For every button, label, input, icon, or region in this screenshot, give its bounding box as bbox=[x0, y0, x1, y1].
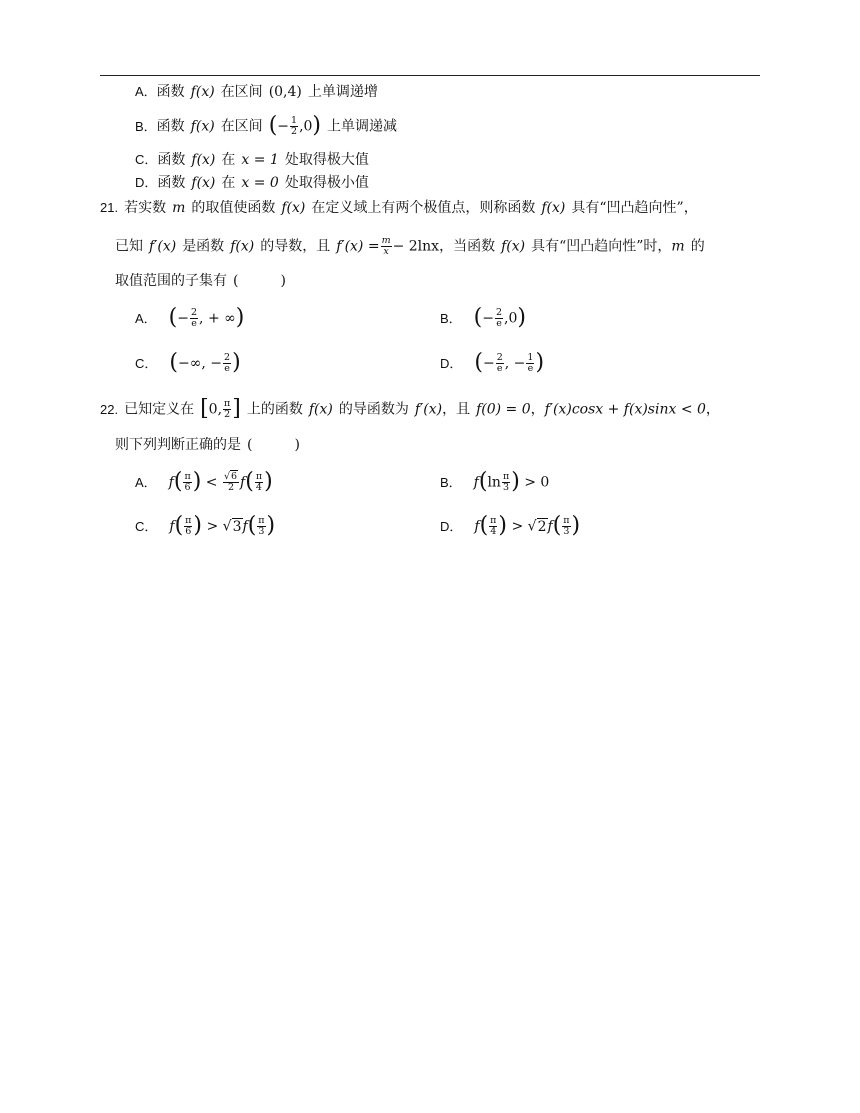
fraction: $\frac{m}{x}$ bbox=[381, 235, 391, 257]
option-label: C． bbox=[135, 152, 158, 167]
option-text: 上单调递减 bbox=[327, 118, 398, 135]
math-f: f(x) bbox=[190, 84, 215, 100]
q22-line-2 bbox=[115, 436, 300, 454]
q21-option-a[interactable]: A． (− $\frac{2}{e}$ , + ∞) bbox=[135, 304, 245, 330]
fraction: $\frac{2}{e}$ bbox=[496, 307, 503, 329]
fraction: $\frac{2}{e}$ bbox=[191, 307, 198, 329]
option-c-line bbox=[135, 151, 369, 169]
q22-option-a[interactable]: A． f( $\frac{\pi}{6}$ ) < $\frac{√6}{2}$ f( $\frac{\pi}{4}$ ) bbox=[135, 468, 273, 494]
punct: ， bbox=[705, 401, 720, 418]
question-text: ，当函数 bbox=[439, 238, 496, 255]
option-d-line bbox=[135, 174, 369, 192]
punct: ， bbox=[530, 401, 545, 418]
option-label: C． bbox=[135, 518, 158, 534]
answer-paren: ( bbox=[233, 273, 239, 289]
q22-option-d[interactable]: D． f( $\frac{\pi}{4}$ ) > √2f( $\frac{\pi}{3}$ ) bbox=[440, 512, 581, 538]
math-f: f(x) bbox=[501, 238, 526, 255]
header-divider bbox=[100, 75, 760, 76]
question-number: 21. bbox=[100, 200, 119, 215]
math-f: f(x) bbox=[308, 401, 333, 418]
condition: x = 0 bbox=[241, 175, 279, 191]
math-expr: f′(x) = bbox=[336, 238, 380, 255]
question-text: 已知 bbox=[115, 238, 143, 255]
fraction: $\frac{\pi}{2}$ bbox=[224, 398, 231, 420]
fraction: $\frac{1}{e}$ bbox=[527, 352, 534, 374]
option-text: 函数 bbox=[156, 118, 185, 135]
question-text: 已知定义在 bbox=[124, 401, 195, 418]
option-text: 在区间 bbox=[220, 84, 263, 100]
option-text: 函数 bbox=[157, 175, 186, 191]
option-text: 在区间 bbox=[220, 118, 263, 135]
q22-option-b[interactable]: B． f(ln $\frac{\pi}{3}$ ) > 0 bbox=[440, 468, 550, 494]
question-text: ，且 bbox=[442, 401, 471, 418]
option-b-line: B．函数 f(x) 在区间 (− $\frac{1}{2}$ ,0) 上单调递减 bbox=[135, 112, 398, 138]
fraction: $\frac{2}{e}$ bbox=[496, 352, 503, 374]
math-m: m bbox=[172, 200, 186, 216]
option-a-line bbox=[135, 83, 378, 101]
close-paren: ) bbox=[312, 112, 322, 138]
q21-option-b[interactable]: B． (− $\frac{2}{e}$ ,0) bbox=[440, 304, 526, 330]
q22-option-c[interactable]: C． f( $\frac{\pi}{6}$ ) > √3f( $\frac{\pi}{3}$ ) bbox=[135, 512, 276, 538]
question-number: 22. bbox=[100, 401, 119, 417]
open-paren: ( bbox=[268, 112, 278, 138]
option-label: C． bbox=[135, 355, 158, 371]
answer-paren: ( bbox=[247, 437, 253, 453]
option-label: B． bbox=[135, 118, 157, 134]
math-f: f(x) bbox=[191, 175, 216, 191]
answer-paren: ) bbox=[280, 273, 286, 289]
question-text: 的 bbox=[690, 238, 705, 255]
option-text: 处取得极小值 bbox=[284, 175, 369, 191]
math-f: f(x) bbox=[190, 118, 215, 135]
question-text: 的导函数为 bbox=[338, 401, 409, 418]
question-text: 上的函数 bbox=[246, 401, 303, 418]
option-label: A． bbox=[135, 310, 157, 326]
question-text: 取值范围的子集有 bbox=[115, 273, 227, 289]
option-text: 在 bbox=[221, 152, 236, 168]
question-text: 则下列判断正确的是 bbox=[115, 437, 241, 453]
option-text: 函数 bbox=[156, 84, 185, 100]
option-text: 上单调递增 bbox=[307, 84, 378, 100]
open-bracket: [ bbox=[200, 395, 209, 421]
math-f: f(x) bbox=[191, 152, 216, 168]
math-expr: f′(x)cosx + f(x)sinx < 0 bbox=[544, 401, 706, 418]
math-fprime: f′(x) bbox=[149, 238, 177, 255]
question-text: 是函数 bbox=[182, 238, 225, 255]
q21-option-c[interactable]: C． (−∞, − $\frac{2}{e}$ ) bbox=[135, 349, 241, 375]
answer-paren: ) bbox=[294, 437, 300, 453]
q22-line-1: 22. 已知定义在 [0, $\frac{\pi}{2}$ ] 上的函数 f(x) 的导函数为 f′(x)，且 f(0) = 0，f′(x)cosx + f(x)sinx < 0， bbox=[100, 395, 720, 421]
math-f: f(x) bbox=[230, 238, 255, 255]
question-text: 的导数，且 bbox=[260, 238, 331, 255]
q21-line-1 bbox=[100, 199, 698, 217]
math-m: m bbox=[671, 238, 685, 255]
math-f: f(x) bbox=[281, 200, 306, 216]
option-label: A． bbox=[135, 84, 157, 99]
option-label: D． bbox=[440, 518, 463, 534]
question-text: 具有“凹凸趋向性”时， bbox=[531, 238, 672, 255]
option-text: 处取得极大值 bbox=[284, 152, 369, 168]
interval: (0,4) bbox=[268, 84, 302, 100]
math-fprime: f′(x) bbox=[414, 401, 443, 418]
question-text: 若实数 bbox=[124, 200, 167, 216]
close-paren: ] bbox=[232, 395, 241, 421]
option-text: 在 bbox=[221, 175, 236, 191]
fraction: $\frac{1}{2}$ bbox=[291, 115, 298, 137]
fraction: $\frac{2}{e}$ bbox=[224, 352, 231, 374]
option-label: B． bbox=[440, 310, 462, 326]
option-label: B． bbox=[440, 474, 462, 490]
q21-line-2 bbox=[115, 236, 705, 257]
math-f: f(x) bbox=[541, 200, 566, 216]
math-expr: f(0) = 0 bbox=[476, 401, 531, 418]
question-text: 具有“凹凸趋向性”， bbox=[571, 200, 698, 216]
question-text: 在定义域上有两个极值点，则称函数 bbox=[311, 200, 536, 216]
option-label: D． bbox=[440, 355, 463, 371]
option-label: D． bbox=[135, 175, 158, 190]
q21-option-d[interactable]: D． (− $\frac{2}{e}$ , − $\frac{1}{e}$ ) bbox=[440, 349, 545, 375]
condition: x = 1 bbox=[241, 152, 279, 168]
option-text: 函数 bbox=[157, 152, 186, 168]
option-label: A． bbox=[135, 474, 157, 490]
q21-line-3 bbox=[115, 272, 286, 290]
question-text: 的取值使函数 bbox=[191, 200, 276, 216]
math-expr: − 2lnx bbox=[392, 238, 440, 255]
